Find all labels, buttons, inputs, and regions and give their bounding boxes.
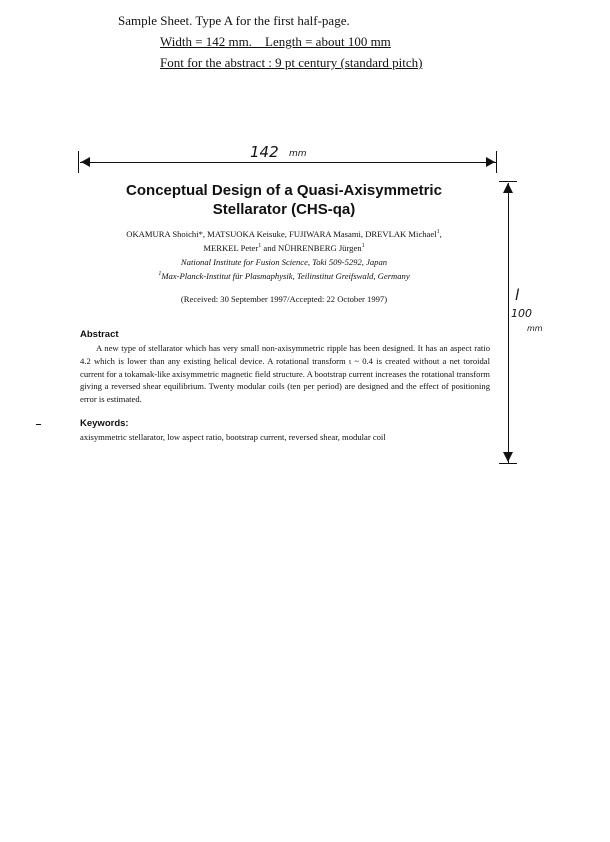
received-accepted-dates: (Received: 30 September 1997/Accepted: 22 October 1997) [180,294,388,304]
authors-text-1: OKAMURA Shoichi*, MATSUOKA Keisuke, FUJIWARA Masami, DREVLAK Michael [126,229,437,239]
arrow-up-icon [503,183,513,193]
length-dimension-label: 100 [511,307,532,320]
width-dimension-tick-right [496,151,497,173]
authors-line-2 [80,241,488,255]
arrow-down-icon [503,452,513,462]
length-dimension-mark: l [515,286,520,304]
arrow-left-icon [81,157,90,167]
authors-line-1: OKAMURA Shoichi*, MATSUOKA Keisuke, FUJIWARA Masami, DREVLAK Michael$^1$, [126,229,442,239]
authors-text-2b: and NÜHRENBERG Jürgen [261,243,362,253]
abstract-heading: Abstract [80,329,119,340]
length-dimension-tick-top [499,181,517,182]
paper-title-line-2: Stellarator (CHS-qa) [212,201,356,218]
affiliation-2-text: Max-Planck-Institut für Plasmaphysik, Teilinstitut Greifswald, Germany [161,271,410,281]
arrow-right-icon [486,157,495,167]
dimension-spec: Width = 142 mm. Length = about 100 mm [160,34,391,49]
width-dimension-line [80,162,496,163]
abstract-text: A new type of stellarator which has very small non-axisymmetric ripple has been designed. It has an aspect ratio 4.2 which is lower than any existing helical device. A rotational transform ι ~ 0.4 is created without a net toroidal current for a tokamak-like axisymmetric magnetic field structure. A bootstrap current increases the rotational transform giving a reversed shear equilibrium. Twenty modular coils (ten per period) are designed and the effect of positioning error is estimated. [80,343,490,405]
affiliation-2 [80,269,488,283]
affiliation-marker: 1 [361,243,365,250]
font-spec: Font for the abstract : 9 pt century (standard pitch) [160,55,423,70]
paper-title [80,181,488,219]
sample-sheet-heading: Sample Sheet. Type A for the first half-page. [118,13,350,28]
affiliation-marker: 1 [436,229,440,236]
length-dimension-line [508,183,509,463]
margin-mark [36,424,41,425]
keywords-text: axisymmetric stellarator, low aspect ratio, bootstrap current, reversed shear, modular coil [80,432,386,442]
length-dimension-unit: mm [527,324,543,333]
paper-title-line-1: Conceptual Design of a Quasi-Axisymmetric [126,182,442,199]
width-dimension-unit: mm [289,149,307,159]
authors-text-2a: MERKEL Peter [203,243,259,253]
affiliation-1: National Institute for Fusion Science, Toki 509-5292, Japan [180,257,388,267]
keywords-heading: Keywords: [80,418,129,429]
affiliation-marker: 1 [258,243,262,250]
length-dimension-tick-bottom [499,463,517,464]
width-dimension-label: 142 [250,143,279,161]
authors-block [80,227,488,283]
width-dimension-tick-left [78,151,79,173]
affiliation-marker: 1 [158,271,162,278]
